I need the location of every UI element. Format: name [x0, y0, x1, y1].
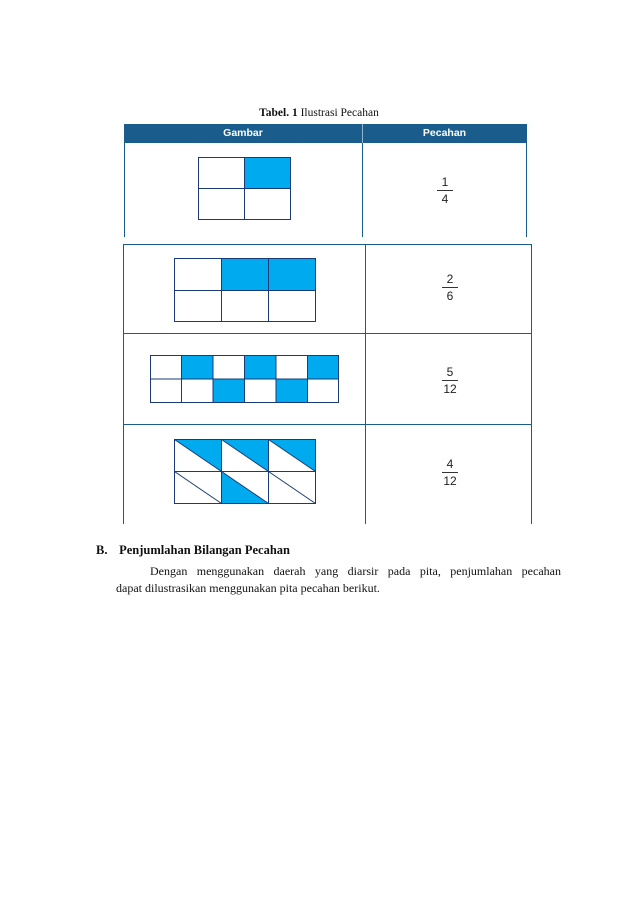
- fraction-2-6: [435, 272, 465, 303]
- section-heading: [96, 543, 290, 558]
- fraction-bar: [437, 190, 453, 191]
- fraction-1-4: [430, 175, 460, 206]
- denominator: 4: [441, 192, 449, 206]
- numerator: 1: [441, 175, 449, 189]
- table2-border-top: [123, 244, 532, 245]
- paragraph-line-1: Dengan menggunakan daerah yang diarsir pada pita, penjumlahan pecahan: [150, 564, 561, 578]
- fraction-bar: [442, 380, 458, 381]
- header-pecahan: Pecahan: [422, 127, 467, 139]
- table-border-mid: [362, 143, 363, 237]
- row-divider: [123, 333, 532, 334]
- fraction-grid-1-4: [198, 157, 292, 221]
- fraction-grid-2-6: [174, 258, 317, 323]
- row-divider: [123, 424, 532, 425]
- table-caption: [0, 107, 638, 119]
- caption-text: Ilustrasi Pecahan: [300, 107, 379, 119]
- section-number: B.: [96, 543, 108, 557]
- table-header: [124, 124, 527, 143]
- table2-border-left: [123, 244, 124, 524]
- header-gambar: Gambar: [223, 127, 263, 139]
- fraction-grid-5-12: [150, 355, 340, 404]
- numerator: 5: [446, 365, 454, 379]
- fraction-table-top: [124, 124, 527, 237]
- table-border-left: [124, 143, 125, 237]
- fraction-4-12: [435, 457, 465, 488]
- fraction-bar: [442, 472, 458, 473]
- denominator: 12: [443, 382, 457, 396]
- section-paragraph: [116, 563, 561, 597]
- section-title: Penjumlahan Bilangan Pecahan: [119, 543, 290, 557]
- fraction-grid-4-12: [174, 439, 317, 505]
- numerator: 4: [446, 457, 454, 471]
- paragraph-line-2: dapat dilustrasikan menggunakan pita pecahan berikut.: [116, 581, 380, 595]
- fraction-5-12: [435, 365, 465, 396]
- caption-label: Tabel. 1: [259, 107, 298, 119]
- numerator: 2: [446, 272, 454, 286]
- table2-border-right: [531, 244, 532, 524]
- table-border-right: [526, 143, 527, 237]
- denominator: 6: [446, 289, 454, 303]
- fraction-bar: [442, 287, 458, 288]
- table2-border-mid: [365, 244, 366, 524]
- denominator: 12: [443, 474, 457, 488]
